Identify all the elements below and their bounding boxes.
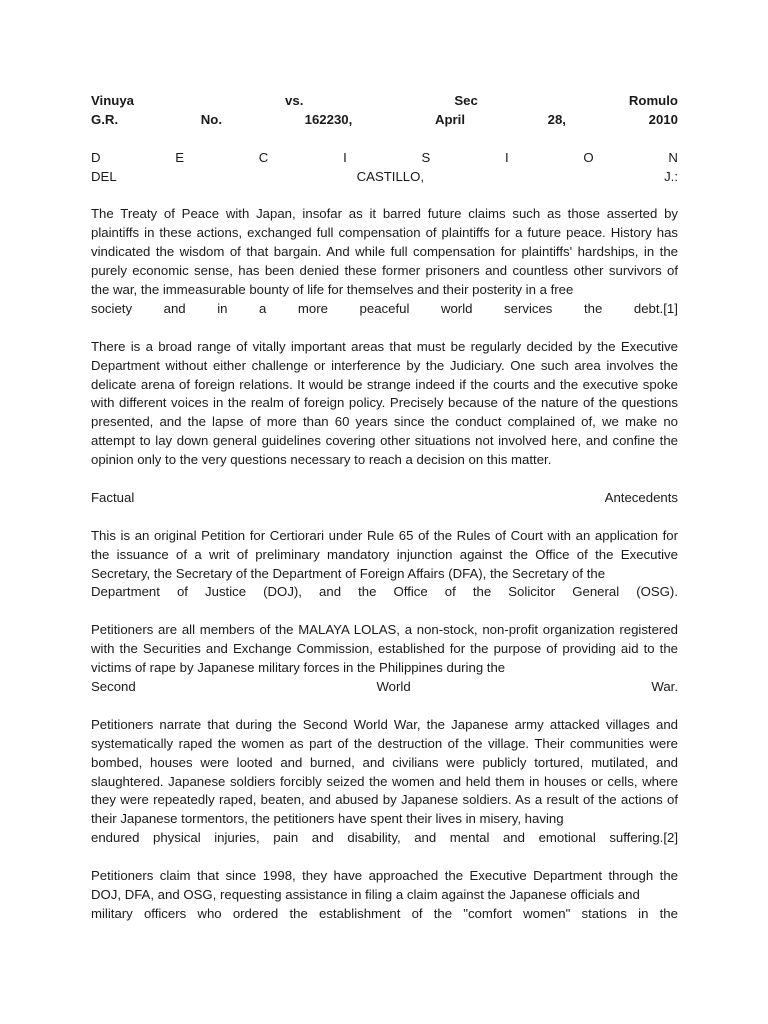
word: the (433, 905, 453, 921)
word: emotional (538, 830, 596, 846)
word: the (358, 584, 377, 600)
title-word: Sec (454, 93, 478, 108)
paragraph-petition (91, 527, 678, 603)
word: physical (152, 830, 201, 846)
decision-letter: I (505, 149, 509, 165)
case-word: 2010 (648, 111, 678, 127)
decision-letter: E (175, 149, 185, 165)
word: and (319, 584, 342, 600)
word: of (176, 584, 188, 600)
word: War. (651, 679, 678, 694)
word: the (472, 584, 492, 600)
word: disability, (347, 830, 401, 846)
decision-letter: S (421, 149, 431, 165)
section-heading (91, 489, 678, 508)
paragraph-body: Petitioners narrate that during the Second World War, the Japanese army attacked villages and systematically raped the women as part of the destruction of the village. Their communities were bombed, houses were looted and burned, and civilians were publicly tortured, mutilated, and slaughtered. Japanese soldiers forcibly seized the women and held them in houses or cells, where they were repeatedly raped, beaten, and abused by Japanese soldiers. As a result of the actions of their Japanese tormentors, the petitioners have spent their lives in misery, having (91, 716, 678, 827)
decision-letter: D (91, 149, 101, 165)
word: injuries, (214, 830, 260, 846)
word: a (259, 300, 267, 316)
paragraph-last-line (91, 583, 678, 602)
word: the (289, 905, 308, 921)
word: of (444, 584, 456, 600)
word: services (504, 300, 553, 316)
word: in (638, 905, 649, 921)
paragraph-last-line (91, 678, 678, 697)
paragraph-narrative (91, 716, 678, 848)
title-word: vs. (285, 93, 304, 108)
word: ordered (232, 905, 279, 921)
word: Department (91, 584, 160, 600)
word: Justice (205, 584, 247, 600)
case-title-line (91, 92, 678, 111)
word: and (163, 300, 186, 316)
paragraph-last-line (91, 829, 678, 848)
word: Office (393, 584, 428, 600)
word: and (502, 830, 525, 846)
word: in (217, 300, 228, 316)
word: more (297, 300, 328, 316)
paragraph-body: This is an original Petition for Certiorari under Rule 65 of the Rules of Court with an application for the issuance of a writ of preliminary mandatory injunction against the Office of the Executive Secretary, the Secretary of the Department of Foreign Affairs (DFA), the Secretary of the (91, 527, 678, 581)
word: pain (273, 830, 299, 846)
case-number-line (91, 111, 678, 130)
ponente-word: J.: (664, 168, 678, 184)
word: and (311, 830, 334, 846)
paragraph-petitioners (91, 621, 678, 697)
word: stations (581, 905, 627, 921)
paragraph-last-line (91, 300, 678, 319)
paragraph-last-line (91, 905, 678, 924)
word: of (411, 905, 423, 921)
decision-letter: I (343, 149, 347, 165)
decision-heading (91, 149, 678, 168)
decision-letter: N (668, 149, 678, 165)
word: debt.[1] (633, 300, 678, 316)
word: (DOJ), (263, 584, 302, 600)
decision-letter: O (583, 149, 594, 165)
word: suffering.[2] (609, 830, 678, 846)
paragraph-body: Petitioners are all members of the MALAYA LOLAS, a non-stock, non-profit organization registered with the Securities and Exchange Commission, established for the purpose of providing aid to the victims of rape by Japanese military forces in the Philippines during the (91, 622, 678, 676)
word: who (197, 905, 222, 921)
case-word: G.R. (91, 111, 119, 127)
word: establishment (319, 905, 401, 921)
word: (OSG). (636, 584, 678, 600)
paragraph-body: Petitioners claim that since 1998, they have approached the Executive Department through the DOJ, DFA, and OSG, requesting assistance in filing a claim against the Japanese officials and (91, 868, 678, 902)
section-word: Antecedents (604, 489, 678, 505)
title-word: Romulo (628, 93, 678, 108)
case-word: No. (200, 111, 222, 127)
word: the (583, 300, 603, 316)
word: women" (523, 905, 571, 921)
word: officers (143, 905, 187, 921)
word: peaceful (359, 300, 410, 316)
word: General (572, 584, 620, 600)
ponente-line (91, 168, 678, 187)
ponente-word: DEL (91, 168, 117, 184)
paragraph-body: The Treaty of Peace with Japan, insofar as it barred future claims such as those asserted by plaintiffs in these actions, exchanged full compensation of plaintiffs for a future peace. History has vindicated the wisdom of that bargain. And while full compensation for plaintiffs' hardships, in the purely economic sense, has been denied these former prisoners and countless other survivors of the war, the immeasurable bounty of life for themselves and their posterity in a free (91, 206, 678, 298)
paragraph-executive: There is a broad range of vitally important areas that must be regularly decided by the Executive Department without either challenge or interference by the Judiciary. One such area involves the delicate arena of foreign relations. It would be strange indeed if the courts and the executive spoke with different voices in the realm of foreign policy. Precisely because of the nature of the questions presented, and the lapse of more than 60 years since the conduct complained of, we make no attempt to lay down general guidelines covering other situations not involved here, and confine the opinion only to the very questions necessary to reach a decision on this matter. (91, 338, 678, 468)
word: Second (91, 679, 136, 694)
word: society (91, 300, 133, 316)
ponente-word: CASTILLO, (356, 168, 425, 184)
title-word: Vinuya (91, 93, 135, 108)
case-word: 162230, (304, 111, 353, 127)
word: endured (91, 830, 140, 846)
paragraph-claim (91, 867, 678, 924)
section-word: Factual (91, 489, 135, 505)
case-word: April (434, 111, 465, 127)
paragraph-treaty (91, 205, 678, 318)
word: "comfort (463, 905, 512, 921)
word: Solicitor (508, 584, 556, 600)
word: and (414, 830, 437, 846)
decision-letter: C (258, 149, 269, 165)
document-page (91, 92, 678, 924)
word: mental (449, 830, 490, 846)
word: military (91, 905, 133, 921)
word: World (376, 679, 411, 694)
word: world (440, 300, 473, 316)
word: the (659, 905, 678, 921)
case-word: 28, (547, 111, 566, 127)
